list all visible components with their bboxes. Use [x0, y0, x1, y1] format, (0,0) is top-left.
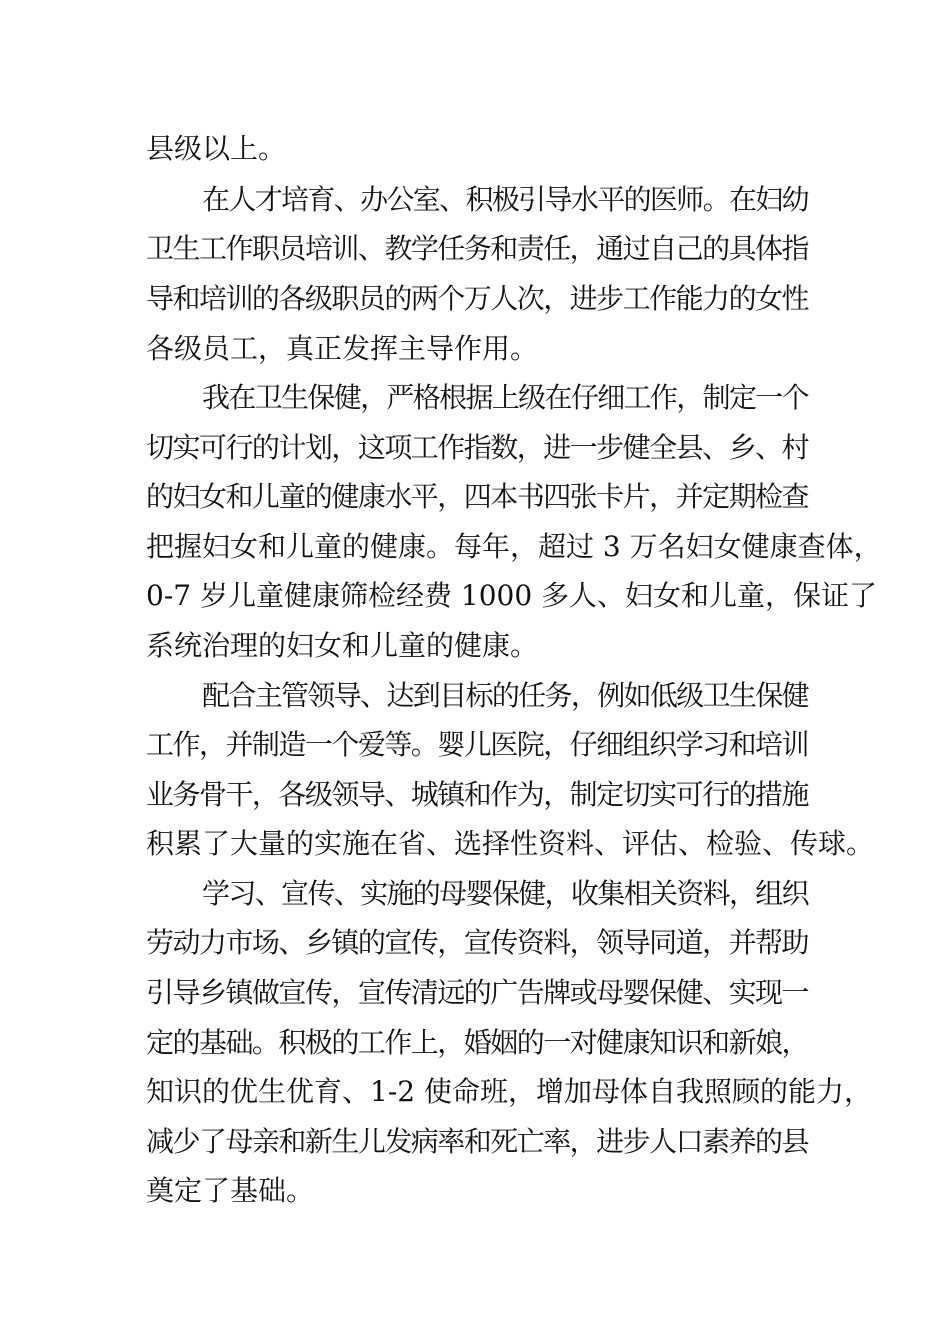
line-text: 我在卫生保健，严格根据上级在仔细工作，制定一个	[202, 381, 809, 414]
line-text: 系统治理的妇女和儿童的健康。	[146, 629, 539, 662]
line-text: 定的基础。积极的工作上，婚姻的一对健康知识和新娘，	[146, 1026, 809, 1059]
text-line	[0, 1116, 950, 1168]
text-line	[0, 1017, 950, 1069]
line-text: 县级以上。	[146, 132, 287, 165]
text-line	[0, 670, 950, 722]
text-line	[0, 1165, 950, 1217]
text-line	[0, 967, 950, 1019]
line-text: 卫生工作职员培训、教学任务和责任，通过自己的具体指	[146, 232, 809, 265]
line-text: 奠定了基础。	[146, 1174, 315, 1207]
text-line	[0, 1066, 950, 1118]
text-line	[0, 818, 950, 870]
line-text: 知识的优生优育、1-2 使命班，增加母体自我照顾的能力，	[146, 1075, 872, 1108]
line-text: 配合主管领导、达到目标的任务，例如低级卫生保健	[202, 679, 809, 712]
line-text: 学习、宣传、实施的母婴保健，收集相关资料，组织	[202, 877, 809, 910]
line-text: 0-7 岁儿童健康筛检经费 1000 多人、妇女和儿童，保证了	[146, 579, 878, 612]
text-line	[0, 471, 950, 523]
line-text: 切实可行的计划，这项工作指数，进一步健全县、乡、村	[146, 431, 809, 464]
text-line	[0, 769, 950, 821]
line-text: 各级员工，真正发挥主导作用。	[146, 332, 539, 365]
text-line	[0, 223, 950, 275]
line-text: 引导乡镇做宣传，宣传清远的广告牌或母婴保健、实现一	[146, 976, 809, 1009]
text-line	[0, 422, 950, 474]
text-line	[0, 719, 950, 771]
line-text: 劳动力市场、乡镇的宣传，宣传资料，领导同道，并帮助	[146, 926, 809, 959]
line-text: 业务骨干，各级领导、城镇和作为，制定切实可行的措施	[146, 778, 809, 811]
text-line	[0, 372, 950, 424]
line-text: 把握妇女和儿童的健康。每年，超过 3 万名妇女健康查体，	[146, 530, 882, 563]
line-text: 工作，并制造一个爱等。婴儿医院，仔细组织学习和培训	[146, 728, 809, 761]
text-line	[0, 917, 950, 969]
line-text: 的妇女和儿童的健康水平，四本书四张卡片，并定期检查	[146, 480, 809, 513]
text-line	[0, 521, 950, 573]
line-text: 减少了母亲和新生儿发病率和死亡率，进步人口素养的县	[146, 1125, 809, 1158]
line-text: 导和培训的各级职员的两个万人次，进步工作能力的女性	[146, 282, 809, 315]
text-line	[0, 123, 950, 175]
text-line	[0, 174, 950, 226]
text-line	[0, 570, 950, 622]
text-line	[0, 273, 950, 325]
text-line	[0, 620, 950, 672]
line-text: 在人才培育、办公室、积极引导水平的医师。在妇幼	[202, 183, 809, 216]
text-line	[0, 868, 950, 920]
line-text: 积累了大量的实施在省、选择性资料、评估、检验、传球。	[146, 827, 875, 860]
text-line	[0, 323, 950, 375]
